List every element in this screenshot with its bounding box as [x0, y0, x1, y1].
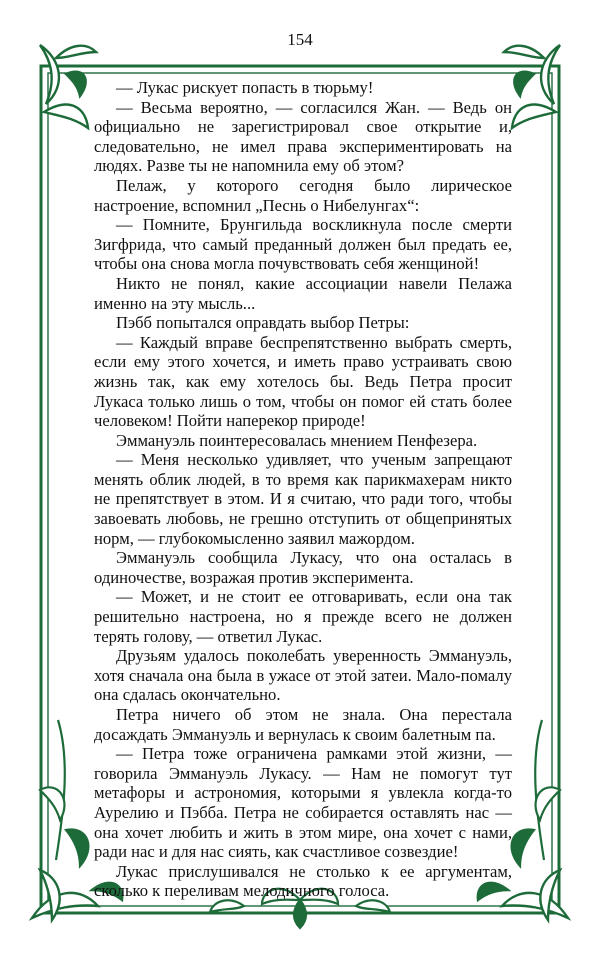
- paragraph: — Лукас рискует попасть в тюрьму!: [116, 78, 374, 97]
- paragraph: Пелаж, у которого сегодня было лирическое настроение, вспомнил „Песнь о Нибелунгах“:: [94, 175, 512, 215]
- paragraph: — Петра тоже ограничена рамками этой жизни, — говорила Эммануэль Лукасу. — Нам не помогут тут метафоры и астрономия, которыми я увлекла когда-то Аурелию и Пэбба. Петра не собирается оставлять нас — она хочет любить и жить в этом мире, она хочет с нами, ради нас и для нас сиять, как счастливое созвездие!: [94, 744, 512, 862]
- paragraph: Никто не понял, какие ассоциации навели Пелажа именно на эту мысль...: [94, 273, 512, 313]
- paragraph: — Меня несколько удивляет, что ученым запрещают менять облик людей, в то время как парикмахерам никто не препятствует в этом. И я считаю, что ради того, чтобы завоевать любовь, не грешно отступить от общепринятых норм, — глубокомысленно заявил мажордом.: [94, 450, 512, 548]
- body-text: [94, 78, 512, 901]
- paragraph: Пэбб попытался оправдать выбор Петры:: [116, 313, 410, 333]
- vine-left: [40, 720, 88, 866]
- paragraph: Друзьям удалось поколебать уверенность Эммануэль, хотя сначала она была в ужасе от этой затеи. Мало-помалу она сдалась окончательно.: [94, 646, 512, 705]
- paragraph: — Каждый вправе беспрепятственно выбрать смерть, если ему этого хочется, и иметь право устраивать свою жизнь так, как ему хотелось бы. Ведь Петра просит Лукаса только лишь о том, чтобы он помог ей стать более человеком! Пойти наперекор природе!: [94, 332, 512, 431]
- paragraph: Эммануэль поинтересовалась мнением Пенфезера.: [116, 430, 478, 450]
- paragraph: — Весьма вероятно, — согласился Жан. — Ведь он официально не зарегистрировал свое открытие и, следовательно, не имел права экспериментировать на людях. Разве ты не напомнила ему об этом?: [94, 97, 512, 176]
- paragraph: Петра ничего об этом не знала. Она перестала досаждать Эммануэль и вернулась к своим балетным па.: [94, 705, 512, 744]
- paragraph: — Помните, Брунгильда воскликнула после смерти Зигфрида, что самый преданный должен был предать ее, чтобы она снова могла почувствовать себя женщиной!: [94, 215, 512, 274]
- vine-right: [512, 720, 560, 866]
- paragraph: Эммануэль сообщила Лукасу, что она осталась в одиночестве, возражая против эксперимента.: [94, 548, 512, 587]
- paragraph: Лукас прислушивался не столько к ее аргументам, сколько к переливам мелодичного голоса.: [94, 861, 512, 901]
- page-number: 154: [287, 30, 313, 49]
- paragraph: — Может, и не стоит ее отговаривать, если она так решительно настроена, но я прежде всего не должен терять голову, — ответил Лукас.: [94, 587, 512, 646]
